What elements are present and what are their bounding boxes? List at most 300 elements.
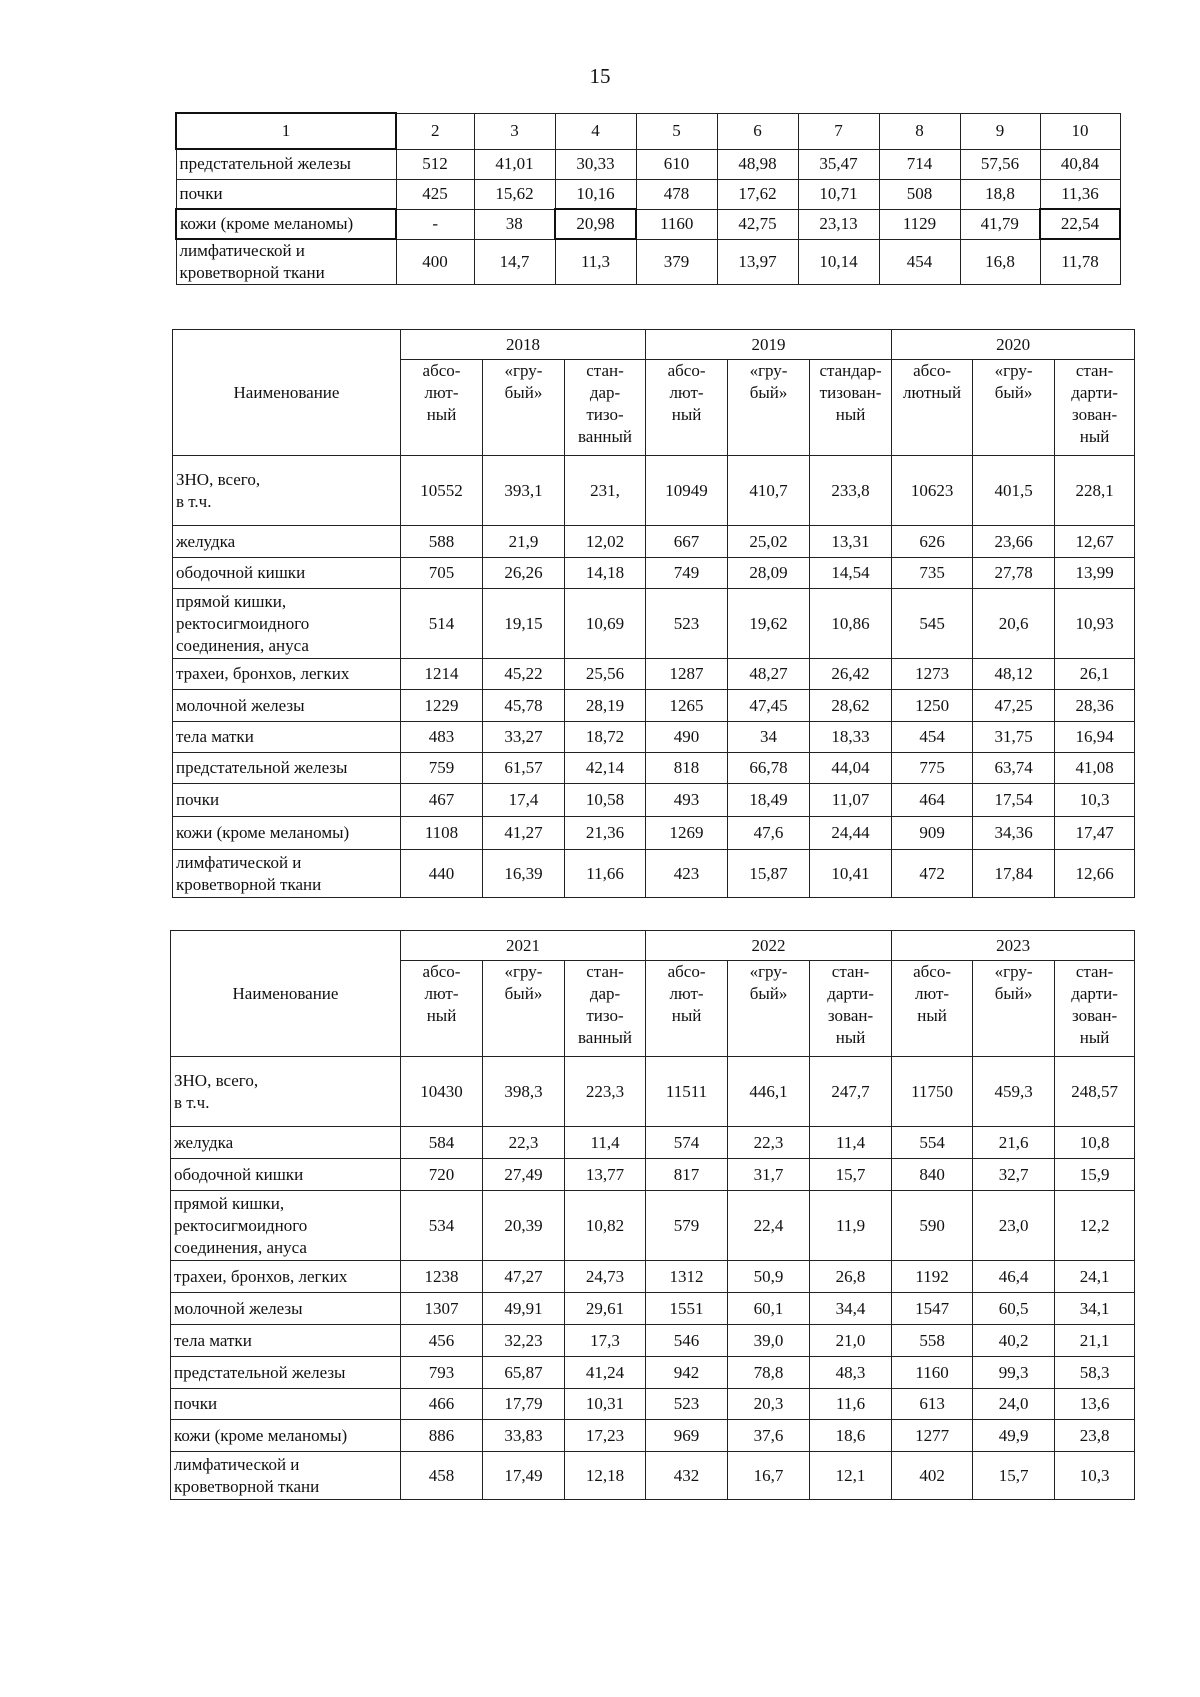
table-cell: 34,4 [810, 1293, 892, 1325]
table-cell: 21,6 [973, 1127, 1055, 1159]
table-cell: 42,14 [565, 753, 646, 784]
table-cell: - [396, 209, 474, 239]
table-cell: 1551 [646, 1293, 728, 1325]
row-label: ЗНО, всего, в т.ч. [173, 456, 401, 526]
measure-header: стан- дарти- зован- ный [1055, 961, 1135, 1057]
table-cell: 1238 [401, 1261, 483, 1293]
table-cell: 464 [892, 784, 973, 817]
table-row [171, 1261, 1135, 1293]
row-label: желудка [173, 526, 401, 558]
table-cell: 10,8 [1055, 1127, 1135, 1159]
table-cell: 61,57 [483, 753, 565, 784]
table-cell: 10,82 [565, 1191, 646, 1261]
table-cell: 545 [892, 589, 973, 659]
table-cell: 12,1 [810, 1452, 892, 1500]
table-row [176, 209, 1120, 239]
table-cell: 58,3 [1055, 1357, 1135, 1389]
table-cell: 11,6 [810, 1389, 892, 1420]
table-cell: 440 [401, 850, 483, 898]
table-row [176, 179, 1120, 209]
table-row [171, 1325, 1135, 1357]
table-cell: 233,8 [810, 456, 892, 526]
year-header: 2018 [401, 330, 646, 360]
table-cell: 41,79 [960, 209, 1040, 239]
table-cell: 231, [565, 456, 646, 526]
page-number: 15 [589, 64, 611, 88]
table-cell: 49,91 [483, 1293, 565, 1325]
table-cell: 16,39 [483, 850, 565, 898]
table-cell: 15,9 [1055, 1159, 1135, 1191]
table-cell: 11,78 [1040, 239, 1120, 285]
table-cell: 15,7 [810, 1159, 892, 1191]
year-header: 2020 [892, 330, 1135, 360]
table-cell: 17,84 [973, 850, 1055, 898]
table-cell: 16,94 [1055, 722, 1135, 753]
table-cell: 735 [892, 558, 973, 589]
table-cell: 714 [879, 149, 960, 179]
table-cell: 10,58 [565, 784, 646, 817]
table-cell: 720 [401, 1159, 483, 1191]
year-header: 2022 [646, 931, 892, 961]
measure-header: «гру- бый» [728, 961, 810, 1057]
table-cell: 31,7 [728, 1159, 810, 1191]
table-row [173, 558, 1135, 589]
table-cell: 40,2 [973, 1325, 1055, 1357]
table-cell: 45,22 [483, 659, 565, 690]
table-cell: 459,3 [973, 1057, 1055, 1127]
table-cell: 10,31 [565, 1389, 646, 1420]
table-row [173, 690, 1135, 722]
table-cell: 13,77 [565, 1159, 646, 1191]
column-number: 6 [717, 113, 798, 149]
table-cell: 20,6 [973, 589, 1055, 659]
table-cell: 458 [401, 1452, 483, 1500]
table-cell: 11,4 [810, 1127, 892, 1159]
measure-header: «гру- бый» [973, 961, 1055, 1057]
year-header: 2019 [646, 330, 892, 360]
table-cell: 24,1 [1055, 1261, 1135, 1293]
measure-header: стан- дар- тизо- ванный [565, 360, 646, 456]
table-cell: 423 [646, 850, 728, 898]
row-label: желудка [171, 1127, 401, 1159]
row-label: молочной железы [171, 1293, 401, 1325]
table-cell: 493 [646, 784, 728, 817]
measure-header: абсо- лют- ный [401, 360, 483, 456]
table-cell: 17,4 [483, 784, 565, 817]
column-number: 1 [176, 113, 396, 149]
row-label: предстательной железы [173, 753, 401, 784]
table-cell: 472 [892, 850, 973, 898]
table-row [171, 1389, 1135, 1420]
table-cell: 28,62 [810, 690, 892, 722]
table-continuation [175, 112, 1121, 285]
table-cell: 41,27 [483, 817, 565, 850]
table-cell: 558 [892, 1325, 973, 1357]
table-cell: 1312 [646, 1261, 728, 1293]
table-cell: 749 [646, 558, 728, 589]
table-cell: 24,0 [973, 1389, 1055, 1420]
table-cell: 610 [636, 149, 717, 179]
table-cell: 21,9 [483, 526, 565, 558]
table-cell: 17,49 [483, 1452, 565, 1500]
table-cell: 41,01 [474, 149, 555, 179]
table-cell: 41,08 [1055, 753, 1135, 784]
table-cell: 57,56 [960, 149, 1040, 179]
table-cell: 22,4 [728, 1191, 810, 1261]
table-cell: 27,49 [483, 1159, 565, 1191]
table-cell: 512 [396, 149, 474, 179]
table-cell: 425 [396, 179, 474, 209]
table-cell: 1192 [892, 1261, 973, 1293]
table-cell: 23,66 [973, 526, 1055, 558]
table-cell: 466 [401, 1389, 483, 1420]
row-label: лимфатической и кроветворной ткани [171, 1452, 401, 1500]
table-cell: 39,0 [728, 1325, 810, 1357]
table-cell: 16,8 [960, 239, 1040, 285]
table-cell: 10552 [401, 456, 483, 526]
row-label: ободочной кишки [171, 1159, 401, 1191]
column-number: 3 [474, 113, 555, 149]
table-cell: 17,54 [973, 784, 1055, 817]
table-cell: 30,33 [555, 149, 636, 179]
table-2021-2023 [170, 930, 1135, 1500]
table-cell: 26,8 [810, 1261, 892, 1293]
table-cell: 25,02 [728, 526, 810, 558]
table-row [173, 850, 1135, 898]
table-cell: 48,98 [717, 149, 798, 179]
row-label: молочной железы [173, 690, 401, 722]
row-label: лимфатической и кроветворной ткани [173, 850, 401, 898]
table-cell: 10,3 [1055, 784, 1135, 817]
table-cell: 20,39 [483, 1191, 565, 1261]
table-cell: 10,16 [555, 179, 636, 209]
table-cell: 1108 [401, 817, 483, 850]
row-label: кожи (кроме меланомы) [171, 1420, 401, 1452]
table-cell: 454 [892, 722, 973, 753]
year-header-row [173, 330, 1135, 360]
table-cell: 78,8 [728, 1357, 810, 1389]
table-row [173, 526, 1135, 558]
table-cell: 34 [728, 722, 810, 753]
measure-header: «гру- бый» [483, 360, 565, 456]
table-cell: 523 [646, 1389, 728, 1420]
row-label: почки [171, 1389, 401, 1420]
table-cell: 1229 [401, 690, 483, 722]
table-cell: 17,47 [1055, 817, 1135, 850]
table-cell: 1547 [892, 1293, 973, 1325]
row-label: прямой кишки, ректосигмоидного соединения, ануса [171, 1191, 401, 1261]
table-row [173, 722, 1135, 753]
table-cell: 33,83 [483, 1420, 565, 1452]
table-cell: 26,1 [1055, 659, 1135, 690]
table-cell: 574 [646, 1127, 728, 1159]
table-cell: 24,44 [810, 817, 892, 850]
table-cell: 29,61 [565, 1293, 646, 1325]
table-cell: 15,62 [474, 179, 555, 209]
table-cell: 12,02 [565, 526, 646, 558]
table-cell: 1287 [646, 659, 728, 690]
table-cell: 478 [636, 179, 717, 209]
table-cell: 534 [401, 1191, 483, 1261]
table-cell: 15,87 [728, 850, 810, 898]
table-cell: 705 [401, 558, 483, 589]
table-row [176, 149, 1120, 179]
table-cell: 393,1 [483, 456, 565, 526]
table-cell: 402 [892, 1452, 973, 1500]
table-cell: 23,8 [1055, 1420, 1135, 1452]
table-cell: 10,69 [565, 589, 646, 659]
table-cell: 35,47 [798, 149, 879, 179]
table-row [173, 784, 1135, 817]
table-cell: 20,3 [728, 1389, 810, 1420]
table-cell: 10,14 [798, 239, 879, 285]
table-cell: 12,18 [565, 1452, 646, 1500]
table-cell: 49,9 [973, 1420, 1055, 1452]
table-cell: 63,74 [973, 753, 1055, 784]
measure-header: абсо- лют- ный [646, 360, 728, 456]
table-cell: 14,54 [810, 558, 892, 589]
table-cell: 410,7 [728, 456, 810, 526]
table-cell: 22,54 [1040, 209, 1120, 239]
table-cell: 1307 [401, 1293, 483, 1325]
table-cell: 18,33 [810, 722, 892, 753]
year-header-row [171, 931, 1135, 961]
table-cell: 37,6 [728, 1420, 810, 1452]
row-label: ЗНО, всего, в т.ч. [171, 1057, 401, 1127]
table-cell: 23,0 [973, 1191, 1055, 1261]
row-label: лимфатической и кроветворной ткани [176, 239, 396, 285]
table-cell: 909 [892, 817, 973, 850]
table-cell: 50,9 [728, 1261, 810, 1293]
table-row [173, 753, 1135, 784]
table-cell: 32,23 [483, 1325, 565, 1357]
table-cell: 47,6 [728, 817, 810, 850]
table-cell: 32,7 [973, 1159, 1055, 1191]
table-cell: 467 [401, 784, 483, 817]
measure-header: «гру- бый» [483, 961, 565, 1057]
table-cell: 1214 [401, 659, 483, 690]
table-cell: 33,27 [483, 722, 565, 753]
table-row [171, 1293, 1135, 1325]
table-cell: 42,75 [717, 209, 798, 239]
table-cell: 584 [401, 1127, 483, 1159]
table-cell: 759 [401, 753, 483, 784]
table-cell: 13,99 [1055, 558, 1135, 589]
table-cell: 28,19 [565, 690, 646, 722]
table-cell: 969 [646, 1420, 728, 1452]
table-cell: 228,1 [1055, 456, 1135, 526]
table-cell: 1273 [892, 659, 973, 690]
table-cell: 483 [401, 722, 483, 753]
table-cell: 16,7 [728, 1452, 810, 1500]
table-cell: 21,0 [810, 1325, 892, 1357]
table-row [173, 456, 1135, 526]
table-cell: 12,66 [1055, 850, 1135, 898]
table-cell: 26,42 [810, 659, 892, 690]
table-cell: 590 [892, 1191, 973, 1261]
table-cell: 1265 [646, 690, 728, 722]
table-cell: 17,62 [717, 179, 798, 209]
table-cell: 13,31 [810, 526, 892, 558]
row-label: тела матки [173, 722, 401, 753]
table-cell: 817 [646, 1159, 728, 1191]
table-cell: 942 [646, 1357, 728, 1389]
table-cell: 40,84 [1040, 149, 1120, 179]
table-cell: 60,5 [973, 1293, 1055, 1325]
table-cell: 18,49 [728, 784, 810, 817]
table-cell: 47,25 [973, 690, 1055, 722]
column-number: 4 [555, 113, 636, 149]
measure-header: стандар- тизован- ный [810, 360, 892, 456]
row-label: кожи (кроме меланомы) [173, 817, 401, 850]
table-cell: 613 [892, 1389, 973, 1420]
table-cell: 840 [892, 1159, 973, 1191]
table-cell: 247,7 [810, 1057, 892, 1127]
table-cell: 1250 [892, 690, 973, 722]
table-cell: 1160 [892, 1357, 973, 1389]
table-cell: 17,79 [483, 1389, 565, 1420]
column-number: 9 [960, 113, 1040, 149]
table-cell: 31,75 [973, 722, 1055, 753]
table-cell: 60,1 [728, 1293, 810, 1325]
table-cell: 10,71 [798, 179, 879, 209]
table-cell: 10,41 [810, 850, 892, 898]
measure-header: абсо- лютный [892, 360, 973, 456]
table-cell: 579 [646, 1191, 728, 1261]
table-cell: 554 [892, 1127, 973, 1159]
table-cell: 793 [401, 1357, 483, 1389]
table-row [171, 1357, 1135, 1389]
table-cell: 14,18 [565, 558, 646, 589]
table-row [173, 589, 1135, 659]
table-cell: 432 [646, 1452, 728, 1500]
table-cell: 24,73 [565, 1261, 646, 1293]
table-cell: 13,6 [1055, 1389, 1135, 1420]
measure-header: стан- дарти- зован- ный [810, 961, 892, 1057]
column-number: 8 [879, 113, 960, 149]
table-cell: 38 [474, 209, 555, 239]
table-cell: 400 [396, 239, 474, 285]
table-cell: 248,57 [1055, 1057, 1135, 1127]
table-cell: 10,86 [810, 589, 892, 659]
table-cell: 21,1 [1055, 1325, 1135, 1357]
row-label: почки [173, 784, 401, 817]
column-number: 10 [1040, 113, 1120, 149]
row-label: ободочной кишки [173, 558, 401, 589]
table-cell: 1160 [636, 209, 717, 239]
table-cell: 25,56 [565, 659, 646, 690]
table-cell: 11,9 [810, 1191, 892, 1261]
name-column-header: Наименование [173, 330, 401, 456]
table-cell: 11,07 [810, 784, 892, 817]
table-cell: 22,3 [728, 1127, 810, 1159]
table-cell: 41,24 [565, 1357, 646, 1389]
table-cell: 1277 [892, 1420, 973, 1452]
table-cell: 48,12 [973, 659, 1055, 690]
table-row [171, 1057, 1135, 1127]
table-cell: 17,23 [565, 1420, 646, 1452]
table-cell: 446,1 [728, 1057, 810, 1127]
table-row [176, 239, 1120, 285]
table-row [171, 1127, 1135, 1159]
table-cell: 47,27 [483, 1261, 565, 1293]
table-cell: 44,04 [810, 753, 892, 784]
year-header: 2021 [401, 931, 646, 961]
table-cell: 223,3 [565, 1057, 646, 1127]
table-cell: 99,3 [973, 1357, 1055, 1389]
table-cell: 21,36 [565, 817, 646, 850]
row-label: трахеи, бронхов, легких [171, 1261, 401, 1293]
table-cell: 23,13 [798, 209, 879, 239]
table-cell: 19,15 [483, 589, 565, 659]
table-row [171, 1159, 1135, 1191]
table-cell: 34,36 [973, 817, 1055, 850]
table-cell: 12,67 [1055, 526, 1135, 558]
table-cell: 11,3 [555, 239, 636, 285]
table-cell: 28,09 [728, 558, 810, 589]
table-row [173, 817, 1135, 850]
table-cell: 48,3 [810, 1357, 892, 1389]
measure-header: абсо- лют- ный [646, 961, 728, 1057]
table-cell: 19,62 [728, 589, 810, 659]
measure-header: абсо- лют- ный [892, 961, 973, 1057]
table-cell: 28,36 [1055, 690, 1135, 722]
table-cell: 454 [879, 239, 960, 285]
table-cell: 588 [401, 526, 483, 558]
table-cell: 1129 [879, 209, 960, 239]
table-cell: 401,5 [973, 456, 1055, 526]
table-cell: 17,3 [565, 1325, 646, 1357]
row-label: почки [176, 179, 396, 209]
table-cell: 26,26 [483, 558, 565, 589]
table-cell: 13,97 [717, 239, 798, 285]
table-cell: 20,98 [555, 209, 636, 239]
table-cell: 508 [879, 179, 960, 209]
table-2018-2020 [172, 329, 1135, 898]
table-cell: 10,3 [1055, 1452, 1135, 1500]
table-cell: 48,27 [728, 659, 810, 690]
row-label: трахеи, бронхов, легких [173, 659, 401, 690]
row-label: предстательной железы [176, 149, 396, 179]
column-number: 7 [798, 113, 879, 149]
table-row [171, 1191, 1135, 1261]
table-cell: 46,4 [973, 1261, 1055, 1293]
table-cell: 15,7 [973, 1452, 1055, 1500]
table-cell: 546 [646, 1325, 728, 1357]
table-cell: 775 [892, 753, 973, 784]
column-number: 2 [396, 113, 474, 149]
table-cell: 11,4 [565, 1127, 646, 1159]
table-row [173, 659, 1135, 690]
table-cell: 18,6 [810, 1420, 892, 1452]
table-cell: 14,7 [474, 239, 555, 285]
measure-header: «гру- бый» [728, 360, 810, 456]
table-cell: 18,72 [565, 722, 646, 753]
row-label: предстательной железы [171, 1357, 401, 1389]
table-cell: 66,78 [728, 753, 810, 784]
row-label: кожи (кроме меланомы) [176, 209, 396, 239]
table-cell: 514 [401, 589, 483, 659]
table-row [171, 1452, 1135, 1500]
table-cell: 398,3 [483, 1057, 565, 1127]
table-cell: 11750 [892, 1057, 973, 1127]
table-cell: 65,87 [483, 1357, 565, 1389]
table-cell: 886 [401, 1420, 483, 1452]
table-cell: 456 [401, 1325, 483, 1357]
table-cell: 22,3 [483, 1127, 565, 1159]
table-cell: 626 [892, 526, 973, 558]
table-cell: 10623 [892, 456, 973, 526]
